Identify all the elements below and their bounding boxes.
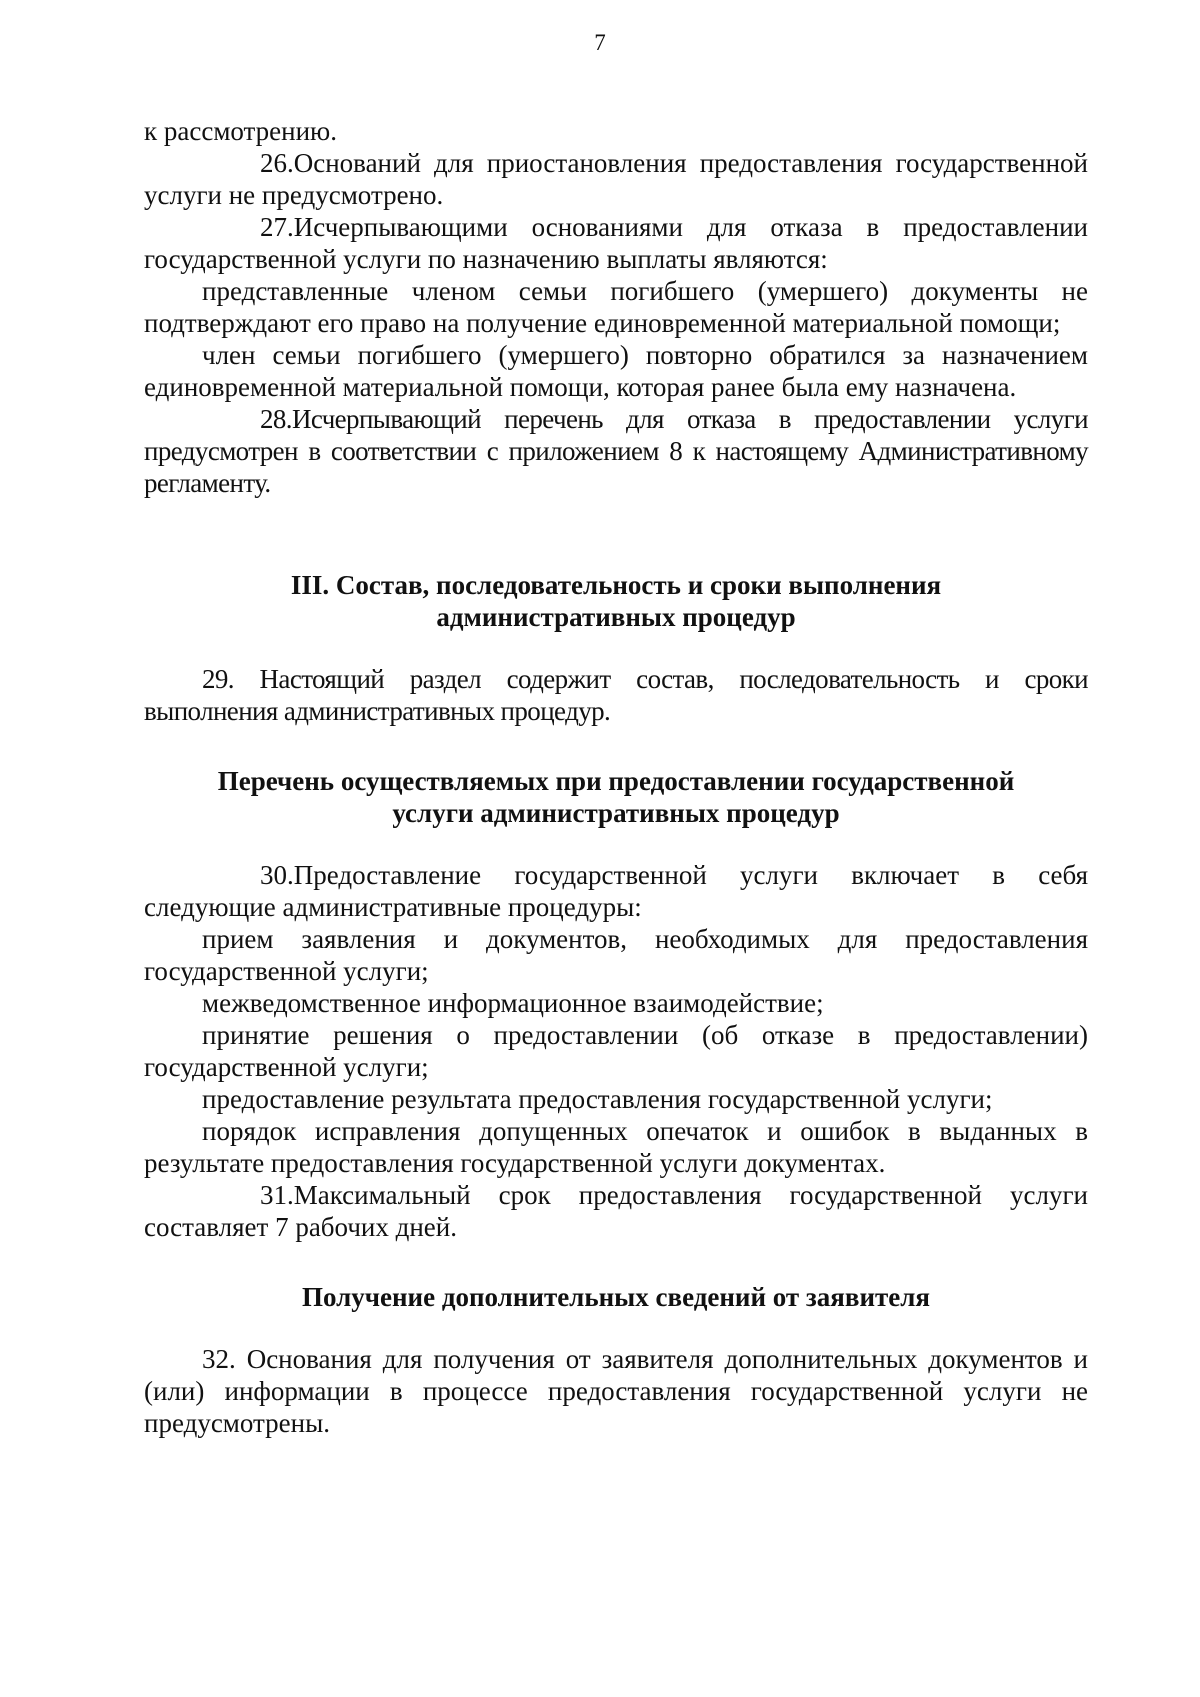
paragraph-number: 28. <box>260 404 292 434</box>
paragraph-number: 26. <box>260 148 294 178</box>
procedure-item: межведомственное информационное взаимодействие; <box>202 988 824 1018</box>
refusal-ground-1: представленные членом семьи погибшего (умершего) документы не подтверждают его право на получение единовременной материальной помощи; <box>144 276 1088 338</box>
subsection-heading-additional-info: Получение дополнительных сведений от заявителя <box>301 1282 931 1312</box>
paragraph-number: 30. <box>260 860 294 890</box>
subsection-heading-line: услуги административных процедур <box>392 798 840 828</box>
paragraph-26 <box>144 147 1088 211</box>
paragraph-27 <box>144 211 1088 275</box>
spacer <box>144 727 1088 765</box>
paragraph-number: 27. <box>260 212 294 242</box>
procedure-item: предоставление результата предоставления государственной услуги; <box>202 1084 993 1114</box>
paragraph-text: Максимальный срок предоставления государственной услуги составляет 7 рабочих дней. <box>144 1180 1088 1242</box>
procedure-item: порядок исправления допущенных опечаток и ошибок в выданных в результате предоставления государственной услуги документах. <box>144 1116 1088 1178</box>
section-heading-line: III. Состав, последовательность и сроки выполнения <box>290 570 942 600</box>
spacer <box>144 1313 1088 1343</box>
paragraph-text: Предоставление государственной услуги включает в себя следующие административные процедуры: <box>144 860 1088 922</box>
section-heading-line: административных процедур <box>436 602 796 632</box>
procedure-item: прием заявления и документов, необходимых для предоставления государственной услуги; <box>144 924 1088 986</box>
subsection-heading-procedures <box>144 765 1088 829</box>
paragraph-31 <box>144 1179 1088 1243</box>
paragraph-text: Оснований для приостановления предоставления государственной услуги не предусмотрено. <box>144 148 1088 210</box>
paragraph-number: 31. <box>260 1180 294 1210</box>
procedure-item: принятие решения о предоставлении (об отказе в предоставлении) государственной услуги; <box>144 1020 1088 1082</box>
paragraph-text: Исчерпывающий перечень для отказа в предоставлении услуги предусмотрен в соответствии с приложением 8 к настоящему Административному регламенту. <box>144 404 1088 498</box>
spacer <box>144 499 1088 569</box>
document-body <box>144 115 1088 1439</box>
paragraph-continuation: к рассмотрению. <box>144 116 337 146</box>
paragraph-30 <box>144 859 1088 923</box>
paragraph-28 <box>144 403 1088 499</box>
subsection-heading-line: Перечень осуществляемых при предоставлении государственной <box>217 766 1015 796</box>
paragraph-32: 32. Основания для получения от заявителя дополнительных документов и (или) информации в процессе предоставления государственной услуги не предусмотрены. <box>144 1344 1088 1438</box>
spacer <box>144 1243 1088 1281</box>
paragraph-text: Исчерпывающими основаниями для отказа в предоставлении государственной услуги по назначению выплаты являются: <box>144 212 1088 274</box>
spacer <box>144 633 1088 663</box>
spacer <box>144 829 1088 859</box>
paragraph-29: 29. Настоящий раздел содержит состав, последовательность и сроки выполнения административных процедур. <box>144 664 1088 726</box>
section-heading-3 <box>144 569 1088 633</box>
refusal-ground-2: член семьи погибшего (умершего) повторно обратился за назначением единовременной материальной помощи, которая ранее была ему назначена. <box>144 340 1088 402</box>
page-number: 7 <box>594 30 606 55</box>
